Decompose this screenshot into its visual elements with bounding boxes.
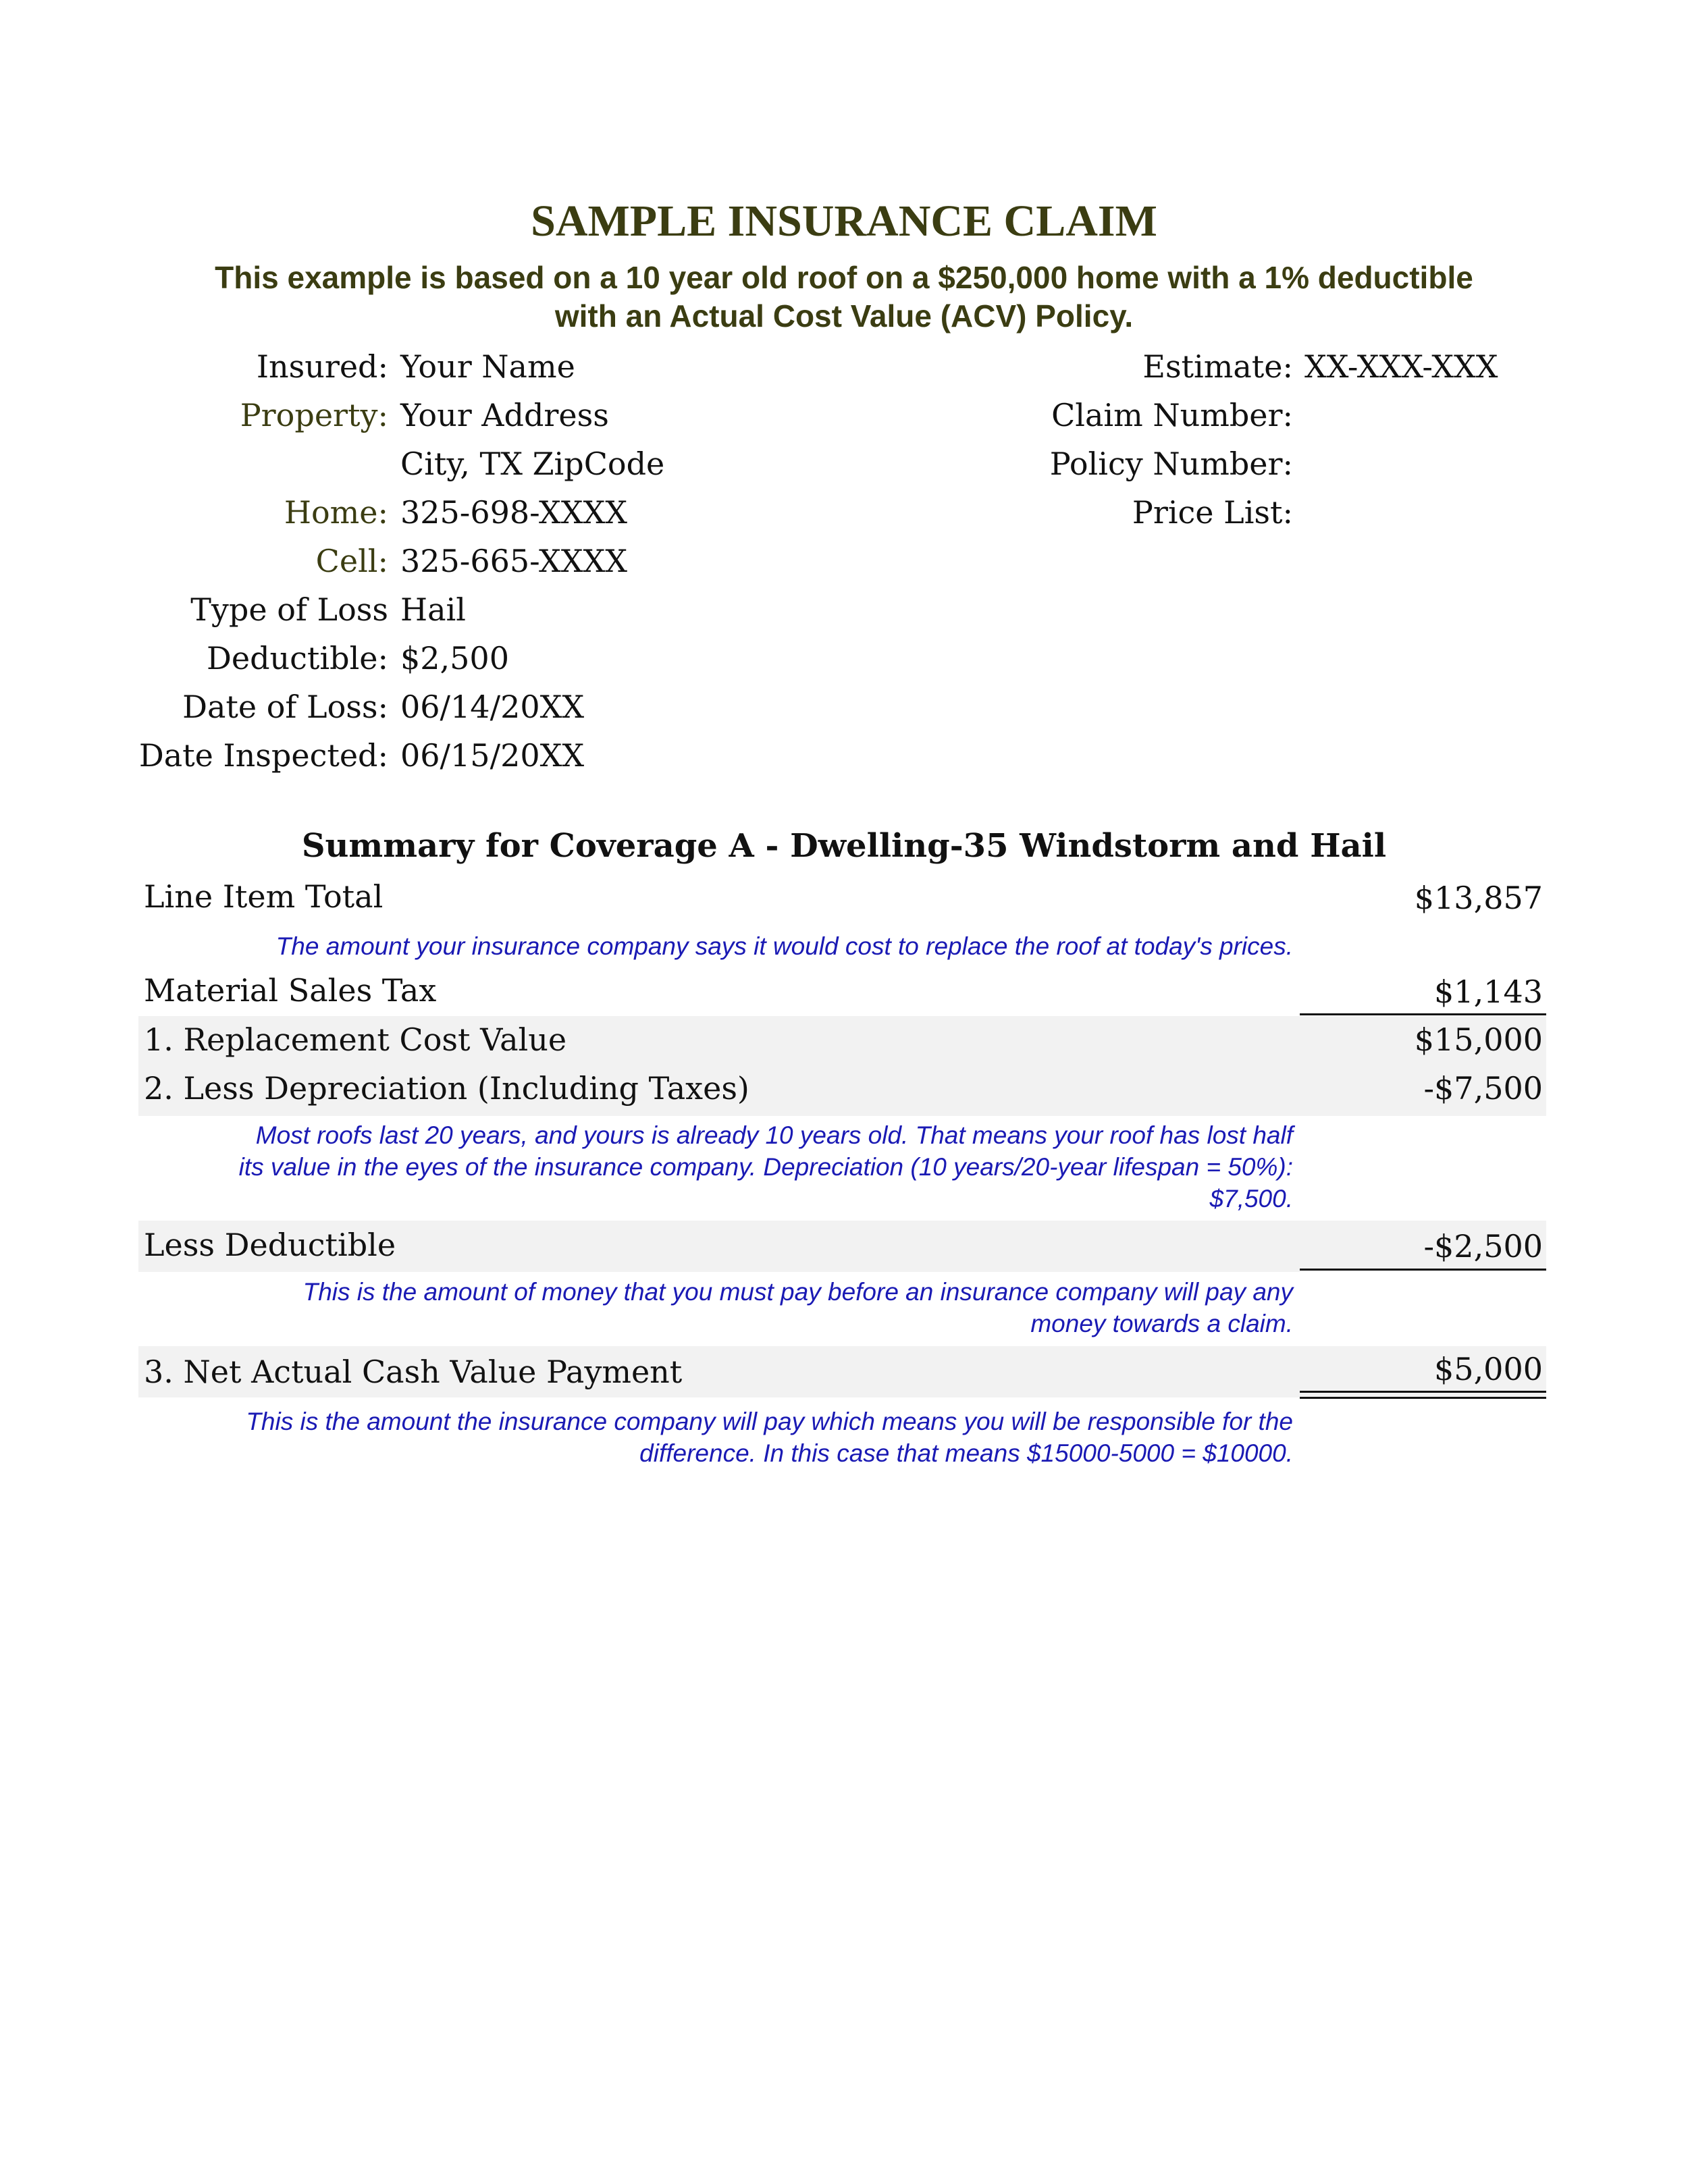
depreciation-note-line-1: Most roofs last 20 years, and yours is already 10 years old. That means your roof has lost half bbox=[255, 1121, 1293, 1149]
date-of-loss-value: 06/14/20XX bbox=[400, 689, 585, 725]
depreciation-note-line-2: its value in the eyes of the insurance company. Depreciation (10 years/20-year lifespan = 50%): bbox=[238, 1153, 1293, 1181]
estimate-value: XX-XXX-XXX bbox=[1304, 348, 1498, 385]
type-of-loss-label: Type of Loss bbox=[190, 591, 388, 628]
net-payment-label: 3. Net Actual Cash Value Payment bbox=[144, 1354, 683, 1390]
deductible-note bbox=[78, 1276, 1293, 1339]
total-rule-top bbox=[1300, 1391, 1546, 1393]
cell-phone-label: Cell: bbox=[315, 543, 388, 579]
replacement-cost-value-amount: $15,000 bbox=[1414, 1021, 1543, 1058]
depreciation-note-line-3: $7,500. bbox=[1209, 1185, 1293, 1213]
material-sales-tax-amount: $1,143 bbox=[1434, 974, 1543, 1010]
net-payment-note bbox=[78, 1406, 1293, 1469]
page-subtitle bbox=[0, 259, 1688, 336]
deductible-note-line-1: This is the amount of money that you must pay before an insurance company will pay any bbox=[302, 1278, 1293, 1306]
deductible-rule bbox=[1300, 1269, 1546, 1271]
cell-phone-value: 325-665-XXXX bbox=[400, 543, 628, 579]
price-list-label: Price List: bbox=[1132, 494, 1293, 531]
line-item-total-note: The amount your insurance company says it would cost to replace the roof at today's prices. bbox=[275, 932, 1293, 960]
line-item-total-amount: $13,857 bbox=[1414, 880, 1543, 916]
summary-title: Summary for Coverage A - Dwelling-35 Windstorm and Hail bbox=[301, 827, 1387, 865]
line-item-total-label: Line Item Total bbox=[144, 878, 384, 915]
claim-number-label: Claim Number: bbox=[1051, 397, 1293, 433]
insured-label: Insured: bbox=[256, 348, 388, 385]
type-of-loss-value: Hail bbox=[400, 591, 466, 628]
property-address-value: Your Address bbox=[400, 397, 609, 433]
deductible-note-line-2: money towards a claim. bbox=[1030, 1310, 1293, 1337]
net-payment-note-line-2: difference. In this case that means $15000-5000 = $10000. bbox=[639, 1439, 1293, 1467]
total-rule-bottom bbox=[1300, 1397, 1546, 1399]
less-depreciation-amount: -$7,500 bbox=[1423, 1070, 1543, 1107]
insured-value: Your Name bbox=[400, 348, 575, 385]
net-payment-note-line-1: This is the amount the insurance company will pay which means you will be responsible for the bbox=[246, 1408, 1293, 1435]
less-deductible-amount: -$2,500 bbox=[1423, 1228, 1543, 1264]
property-city-value: City, TX ZipCode bbox=[400, 446, 665, 482]
replacement-cost-value-label: 1. Replacement Cost Value bbox=[144, 1021, 567, 1058]
depreciation-note bbox=[78, 1119, 1293, 1215]
page-title: SAMPLE INSURANCE CLAIM bbox=[531, 196, 1157, 246]
subtotal-rule bbox=[1300, 1013, 1546, 1015]
date-inspected-label: Date Inspected: bbox=[138, 737, 388, 774]
estimate-label: Estimate: bbox=[1142, 348, 1293, 385]
date-of-loss-label: Date of Loss: bbox=[182, 689, 388, 725]
less-depreciation-label: 2. Less Depreciation (Including Taxes) bbox=[144, 1070, 749, 1107]
less-deductible-label: Less Deductible bbox=[144, 1227, 396, 1263]
home-phone-value: 325-698-XXXX bbox=[400, 494, 628, 531]
material-sales-tax-label: Material Sales Tax bbox=[144, 972, 437, 1009]
home-phone-label: Home: bbox=[284, 494, 388, 531]
deductible-label: Deductible: bbox=[206, 640, 388, 676]
net-payment-amount: $5,000 bbox=[1434, 1351, 1543, 1387]
subtitle-line-1: This example is based on a 10 year old roof on a $250,000 home with a 1% deductible bbox=[215, 260, 1473, 295]
subtitle-line-2: with an Actual Cost Value (ACV) Policy. bbox=[554, 298, 1134, 334]
policy-number-label: Policy Number: bbox=[1049, 446, 1293, 482]
property-label: Property: bbox=[240, 397, 388, 433]
date-inspected-value: 06/15/20XX bbox=[400, 737, 585, 774]
deductible-value: $2,500 bbox=[400, 640, 509, 676]
